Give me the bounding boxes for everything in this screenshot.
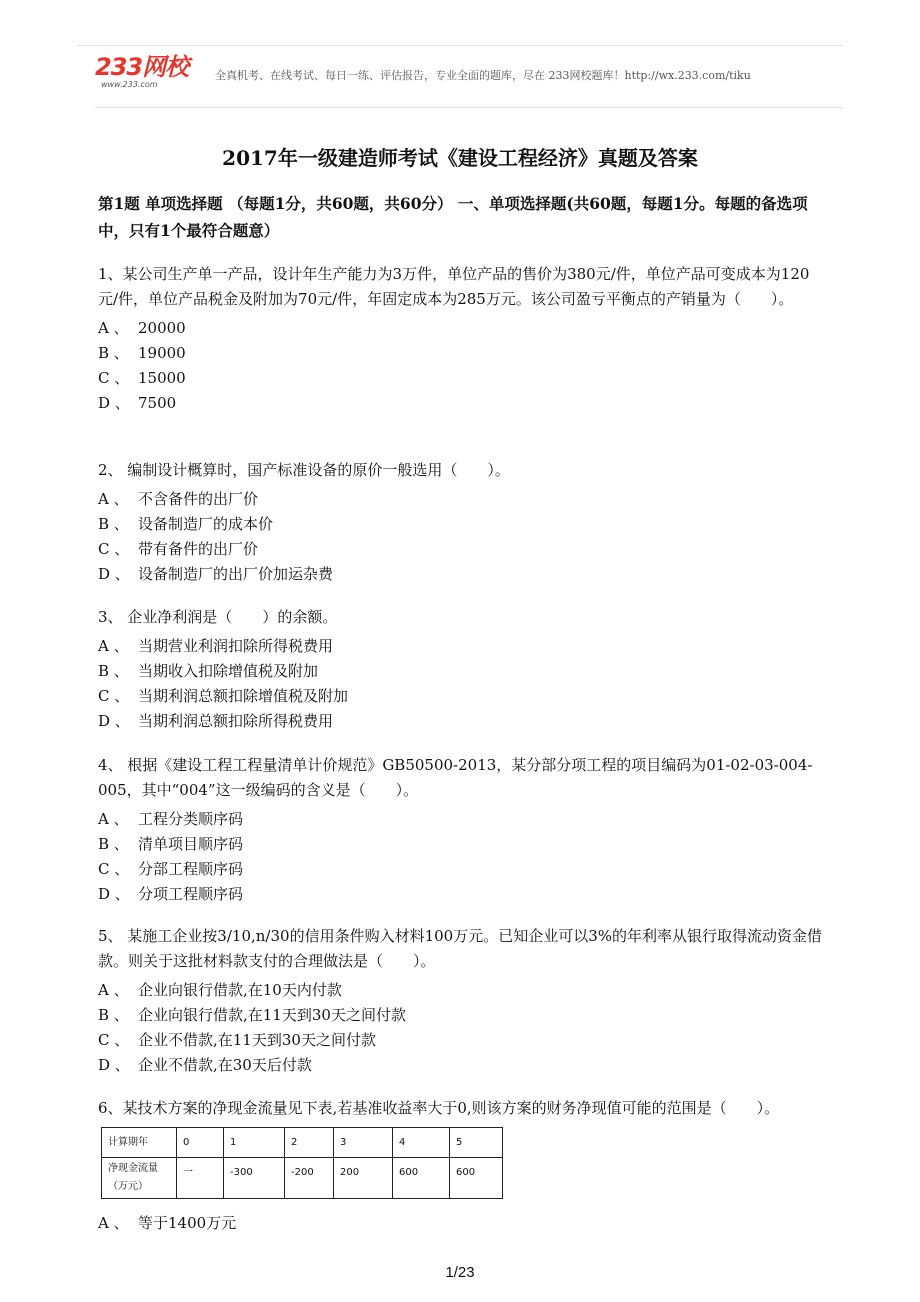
table-cell: 4: [393, 1128, 450, 1158]
table-cell: 600: [450, 1158, 503, 1199]
option-key: B 、: [98, 1006, 129, 1024]
option-key: D 、: [98, 394, 130, 412]
option-key: D 、: [98, 1056, 130, 1074]
option-list: [98, 1211, 826, 1236]
question-2: [98, 458, 826, 587]
option-text: 工程分类顺序码: [138, 810, 244, 828]
option-text: 分部工程顺序码: [138, 860, 244, 878]
table-cell: 5: [450, 1128, 503, 1158]
option-list: [98, 978, 826, 1078]
option-text: 设备制造厂的成本价: [138, 515, 274, 533]
question-3: [98, 605, 826, 734]
option-list: [98, 807, 826, 907]
option-d[interactable]: [98, 709, 826, 734]
option-text: 当期营业利润扣除所得税费用: [138, 637, 334, 655]
option-key: C 、: [98, 687, 130, 705]
option-key: A 、: [98, 810, 129, 828]
option-list: [98, 316, 826, 416]
option-text: 企业向银行借款,在11天到30天之间付款: [138, 1006, 406, 1024]
header-tagline: 全真机考、在线考试、每日一练、评估报告，专业全面的题库，尽在 233网校题库！http://wx.233.com/tiku: [215, 69, 751, 82]
document-title: 2017年一级建造师考试《建设工程经济》真题及答案: [222, 146, 698, 170]
option-key: B 、: [98, 344, 129, 362]
option-a[interactable]: [98, 807, 826, 832]
option-key: A 、: [98, 1214, 129, 1232]
table-cell: 600: [393, 1158, 450, 1199]
option-text: 不含备件的出厂价: [138, 490, 259, 508]
option-text: 15000: [138, 369, 186, 387]
page-header: [95, 54, 855, 94]
option-text: 当期收入扣除增值税及附加: [138, 662, 319, 680]
option-a[interactable]: [98, 978, 826, 1003]
option-text: 等于1400万元: [138, 1214, 237, 1232]
table-cell: 2: [285, 1128, 334, 1158]
option-b[interactable]: [98, 1003, 826, 1028]
header-divider: [95, 107, 843, 108]
option-text: 7500: [138, 394, 177, 412]
option-b[interactable]: [98, 659, 826, 684]
option-d[interactable]: [98, 391, 826, 416]
option-c[interactable]: [98, 1028, 826, 1053]
option-key: C 、: [98, 860, 130, 878]
question-stem: 6、某技术方案的净现金流量见下表,若基准收益率大于0,则该方案的财务净现值可能的范围是（ ）。: [98, 1099, 780, 1117]
section-heading: 第1题 单项选择题 （每题1分，共60题，共60分） 一、单项选择题(共60题，每题1分。每题的备选项中，只有1个最符合题意）: [98, 194, 808, 240]
option-c[interactable]: [98, 537, 826, 562]
option-text: 企业不借款,在11天到30天之间付款: [138, 1031, 376, 1049]
table-cell: 3: [334, 1128, 393, 1158]
option-key: A 、: [98, 490, 129, 508]
logo-url: www.233.com: [101, 80, 158, 89]
option-key: A 、: [98, 319, 129, 337]
option-b[interactable]: [98, 832, 826, 857]
option-key: B 、: [98, 835, 129, 853]
option-text: 清单项目顺序码: [138, 835, 244, 853]
table-row: [102, 1158, 503, 1199]
table-cell: -200: [285, 1158, 334, 1199]
option-d[interactable]: [98, 562, 826, 587]
question-5: [98, 924, 826, 1078]
option-key: B 、: [98, 662, 129, 680]
option-text: 当期利润总额扣除所得税费用: [138, 712, 334, 730]
table-cell: 净现金流量（万元）: [102, 1158, 177, 1199]
option-key: A 、: [98, 981, 129, 999]
cash-flow-table: [101, 1127, 503, 1199]
option-d[interactable]: [98, 882, 826, 907]
option-c[interactable]: [98, 857, 826, 882]
option-key: C 、: [98, 540, 130, 558]
question-4: [98, 753, 826, 907]
question-stem: 2、 编制设计概算时，国产标准设备的原价一般选用（ ）。: [98, 461, 510, 479]
table-cell: 0: [177, 1128, 224, 1158]
table-cell: 1: [224, 1128, 285, 1158]
option-key: B 、: [98, 515, 129, 533]
option-a[interactable]: [98, 1211, 826, 1236]
option-a[interactable]: [98, 487, 826, 512]
question-1: [98, 262, 826, 416]
table-cell: 一: [177, 1158, 224, 1199]
table-cell: 200: [334, 1158, 393, 1199]
option-b[interactable]: [98, 341, 826, 366]
option-key: D 、: [98, 885, 130, 903]
question-stem: 4、 根据《建设工程工程量清单计价规范》GB50500-2013，某分部分项工程的项目编码为01-02-03-004-005，其中“004”这一级编码的含义是（ ）。: [98, 756, 813, 799]
option-text: 当期利润总额扣除增值税及附加: [138, 687, 349, 705]
option-text: 企业向银行借款,在10天内付款: [138, 981, 342, 999]
option-text: 带有备件的出厂价: [138, 540, 259, 558]
question-6: [98, 1096, 826, 1236]
option-key: C 、: [98, 1031, 130, 1049]
option-text: 设备制造厂的出厂价加运杂费: [138, 565, 334, 583]
option-text: 19000: [138, 344, 186, 362]
logo-text: 233网校: [95, 53, 189, 81]
option-text: 20000: [138, 319, 186, 337]
table-cell: -300: [224, 1158, 285, 1199]
table-cell: 计算期年: [102, 1128, 177, 1158]
option-list: [98, 487, 826, 587]
option-d[interactable]: [98, 1053, 826, 1078]
option-a[interactable]: [98, 634, 826, 659]
option-text: 企业不借款,在30天后付款: [138, 1056, 312, 1074]
option-c[interactable]: [98, 684, 826, 709]
option-a[interactable]: [98, 316, 826, 341]
option-key: C 、: [98, 369, 130, 387]
option-text: 分项工程顺序码: [138, 885, 244, 903]
option-list: [98, 634, 826, 734]
table-header-row: [102, 1128, 503, 1158]
option-c[interactable]: [98, 366, 826, 391]
option-key: D 、: [98, 565, 130, 583]
question-stem: 3、 企业净利润是（ ）的余额。: [98, 608, 338, 626]
brand-logo[interactable]: [95, 54, 188, 89]
option-key: D 、: [98, 712, 130, 730]
page-number: 1/23: [445, 1264, 475, 1281]
option-b[interactable]: [98, 512, 826, 537]
option-key: A 、: [98, 637, 129, 655]
question-stem: 1、某公司生产单一产品，设计年生产能力为3万件，单位产品的售价为380元/件，单位产品可变成本为120元/件，单位产品税金及附加为70元/件，年固定成本为285万元。该公司盈亏平衡点的产销量为（ ）。: [98, 265, 810, 308]
question-stem: 5、 某施工企业按3/10,n/30的信用条件购入材料100万元。已知企业可以3%的年利率从银行取得流动资金借款。则关于这批材料款支付的合理做法是（ ）。: [98, 927, 822, 970]
